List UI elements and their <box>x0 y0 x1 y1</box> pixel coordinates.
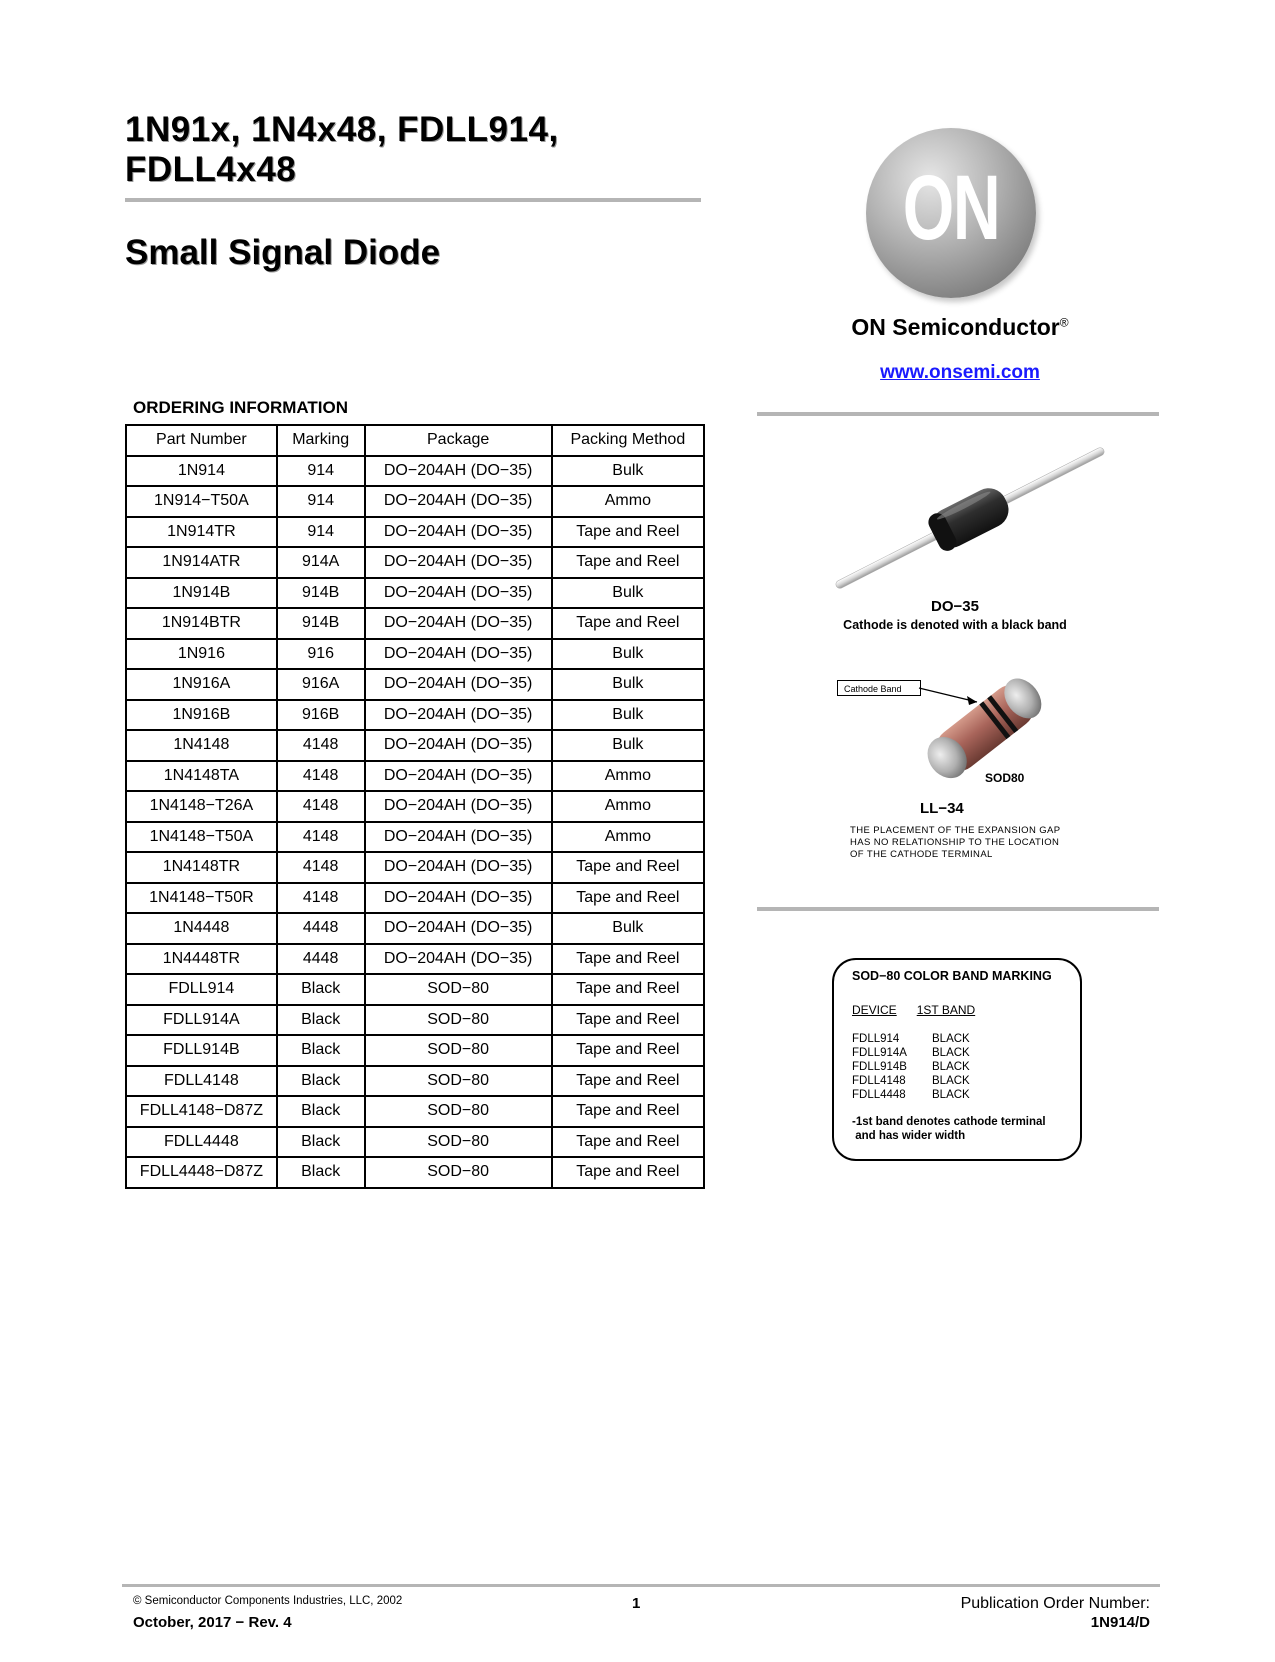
footer-date: October, 2017 − Rev. 4 <box>133 1614 292 1631</box>
table-cell: Bulk <box>552 639 704 670</box>
table-cell: FDLL914 <box>126 974 277 1005</box>
registered-mark: ® <box>1059 315 1069 330</box>
table-row <box>126 1127 704 1158</box>
table-cell: Black <box>277 1005 365 1036</box>
table-cell: 914B <box>277 578 365 609</box>
table-cell: 4448 <box>277 913 365 944</box>
table-row <box>126 517 704 548</box>
table-cell: Bulk <box>552 669 704 700</box>
table-cell: DO−204AH (DO−35) <box>365 822 552 853</box>
table-row <box>126 883 704 914</box>
band-device: FDLL4148 <box>852 1075 906 1087</box>
table-row <box>126 1157 704 1188</box>
band-color: BLACK <box>932 1075 970 1087</box>
table-cell: Tape and Reel <box>552 852 704 883</box>
column-header: Packing Method <box>552 425 704 456</box>
expansion-gap-note <box>850 825 1061 861</box>
table-cell: 916A <box>277 669 365 700</box>
table-row <box>126 852 704 883</box>
table-cell: 1N4148 <box>126 730 277 761</box>
band-row <box>852 1032 970 1046</box>
table-cell: Tape and Reel <box>552 1035 704 1066</box>
band-box-header <box>852 1003 975 1017</box>
table-cell: Black <box>277 1157 365 1188</box>
table-cell: 1N4448 <box>126 913 277 944</box>
table-row <box>126 1096 704 1127</box>
table-row <box>126 974 704 1005</box>
table-cell: Tape and Reel <box>552 1096 704 1127</box>
table-cell: 1N916B <box>126 700 277 731</box>
table-row <box>126 639 704 670</box>
band-col-band: 1ST BAND <box>916 1003 976 1017</box>
band-device: FDLL914B <box>852 1061 907 1073</box>
publication-number: 1N914/D <box>1090 1614 1150 1631</box>
table-cell: Ammo <box>552 822 704 853</box>
company-name-text: ON Semiconductor <box>851 314 1060 340</box>
band-row <box>852 1060 970 1074</box>
table-row <box>126 1035 704 1066</box>
band-color: BLACK <box>932 1061 970 1073</box>
table-row <box>126 578 704 609</box>
table-cell: DO−204AH (DO−35) <box>365 608 552 639</box>
table-cell: DO−204AH (DO−35) <box>365 852 552 883</box>
gap-note-line: OF THE CATHODE TERMINAL <box>850 849 993 860</box>
table-cell: FDLL4448−D87Z <box>126 1157 277 1188</box>
table-cell: 1N914B <box>126 578 277 609</box>
band-box-title: SOD−80 COLOR BAND MARKING <box>852 969 1052 983</box>
table-row <box>126 761 704 792</box>
table-cell: DO−204AH (DO−35) <box>365 456 552 487</box>
table-cell: 916B <box>277 700 365 731</box>
table-cell: Tape and Reel <box>552 883 704 914</box>
table-cell: 4448 <box>277 944 365 975</box>
table-cell: DO−204AH (DO−35) <box>365 486 552 517</box>
band-color: BLACK <box>932 1047 970 1059</box>
table-row <box>126 1005 704 1036</box>
table-cell: 1N914 <box>126 456 277 487</box>
table-row <box>126 730 704 761</box>
right-divider-top <box>757 412 1159 416</box>
table-row <box>126 608 704 639</box>
right-divider-bottom <box>757 907 1159 911</box>
table-cell: 914 <box>277 486 365 517</box>
table-cell: 1N916 <box>126 639 277 670</box>
table-cell: Black <box>277 974 365 1005</box>
band-device: FDLL4448 <box>852 1089 906 1101</box>
table-cell: SOD−80 <box>365 1127 552 1158</box>
table-cell: Ammo <box>552 791 704 822</box>
table-cell: Black <box>277 1035 365 1066</box>
table-cell: 1N4148TA <box>126 761 277 792</box>
table-cell: FDLL914B <box>126 1035 277 1066</box>
table-row <box>126 944 704 975</box>
table-cell: Ammo <box>552 486 704 517</box>
table-cell: DO−204AH (DO−35) <box>365 913 552 944</box>
band-row <box>852 1074 970 1088</box>
do35-label: DO−35 <box>931 598 979 615</box>
footer-copyright: © Semiconductor Components Industries, LLC, 2002 <box>133 1595 403 1607</box>
table-cell: 914B <box>277 608 365 639</box>
table-cell: DO−204AH (DO−35) <box>365 700 552 731</box>
do35-note: Cathode is denoted with a black band <box>843 618 1067 632</box>
table-cell: 4148 <box>277 730 365 761</box>
table-cell: 916 <box>277 639 365 670</box>
column-header: Package <box>365 425 552 456</box>
table-cell: DO−204AH (DO−35) <box>365 547 552 578</box>
table-header-row <box>126 425 704 456</box>
band-box-rows <box>852 1032 970 1102</box>
table-cell: FDLL914A <box>126 1005 277 1036</box>
band-row <box>852 1046 970 1060</box>
table-cell: SOD−80 <box>365 1035 552 1066</box>
table-row <box>126 791 704 822</box>
table-row <box>126 822 704 853</box>
table-cell: Tape and Reel <box>552 944 704 975</box>
table-cell: DO−204AH (DO−35) <box>365 730 552 761</box>
table-cell: 4148 <box>277 791 365 822</box>
band-color: BLACK <box>932 1089 970 1101</box>
table-row <box>126 456 704 487</box>
table-cell: 1N4148TR <box>126 852 277 883</box>
document-subtitle: Small Signal Diode <box>125 233 441 272</box>
table-cell: Bulk <box>552 578 704 609</box>
table-row <box>126 1066 704 1097</box>
table-cell: FDLL4448 <box>126 1127 277 1158</box>
table-cell: Black <box>277 1127 365 1158</box>
gap-note-line: HAS NO RELATIONSHIP TO THE LOCATION <box>850 837 1060 848</box>
table-cell: SOD−80 <box>365 1066 552 1097</box>
band-row <box>852 1088 970 1102</box>
table-cell: DO−204AH (DO−35) <box>365 761 552 792</box>
table-cell: Black <box>277 1066 365 1097</box>
band-note-line: and has wider width <box>852 1130 966 1142</box>
table-cell: DO−204AH (DO−35) <box>365 639 552 670</box>
title-divider <box>125 198 701 202</box>
table-cell: Tape and Reel <box>552 1157 704 1188</box>
table-cell: 914 <box>277 517 365 548</box>
sod80-label: SOD80 <box>985 771 1025 785</box>
page-number: 1 <box>632 1595 641 1612</box>
table-cell: 914 <box>277 456 365 487</box>
table-cell: 914A <box>277 547 365 578</box>
table-row <box>126 547 704 578</box>
table-cell: 4148 <box>277 852 365 883</box>
table-cell: Black <box>277 1096 365 1127</box>
table-cell: DO−204AH (DO−35) <box>365 517 552 548</box>
ll34-label: LL−34 <box>920 800 964 817</box>
website-link[interactable]: www.onsemi.com <box>880 362 1040 383</box>
band-color: BLACK <box>932 1033 970 1045</box>
table-row <box>126 700 704 731</box>
table-row <box>126 486 704 517</box>
gap-note-line: THE PLACEMENT OF THE EXPANSION GAP <box>850 825 1061 836</box>
table-cell: DO−204AH (DO−35) <box>365 791 552 822</box>
table-cell: SOD−80 <box>365 1096 552 1127</box>
table-cell: SOD−80 <box>365 974 552 1005</box>
footer-divider <box>122 1584 1160 1587</box>
table-cell: SOD−80 <box>365 1005 552 1036</box>
table-cell: 1N914BTR <box>126 608 277 639</box>
column-header: Marking <box>277 425 365 456</box>
publication-label: Publication Order Number: <box>960 1595 1150 1612</box>
table-cell: DO−204AH (DO−35) <box>365 669 552 700</box>
band-device: FDLL914 <box>852 1033 900 1045</box>
table-cell: FDLL4148 <box>126 1066 277 1097</box>
ordering-title: ORDERING INFORMATION <box>133 398 349 417</box>
logo-text: ON <box>902 157 1000 259</box>
table-cell: 1N916A <box>126 669 277 700</box>
document-title: 1N91x, 1N4x48, FDLL914, FDLL4x48 <box>125 110 559 189</box>
on-logo <box>866 128 1036 298</box>
table-cell: 1N914ATR <box>126 547 277 578</box>
table-cell: 1N4148−T26A <box>126 791 277 822</box>
table-cell: 1N4148−T50R <box>126 883 277 914</box>
table-cell: 1N914−T50A <box>126 486 277 517</box>
table-cell: Tape and Reel <box>552 1127 704 1158</box>
table-cell: Bulk <box>552 730 704 761</box>
table-cell: Bulk <box>552 456 704 487</box>
table-cell: 4148 <box>277 822 365 853</box>
do35-diode-image <box>825 440 1115 595</box>
table-cell: Tape and Reel <box>552 517 704 548</box>
table-cell: Tape and Reel <box>552 974 704 1005</box>
table-cell: 4148 <box>277 883 365 914</box>
band-note-line: -1st band denotes cathode terminal <box>852 1116 1046 1128</box>
band-device: FDLL914A <box>852 1047 907 1059</box>
ordering-table-body <box>126 456 704 1188</box>
table-cell: Bulk <box>552 913 704 944</box>
table-cell: DO−204AH (DO−35) <box>365 944 552 975</box>
table-cell: Tape and Reel <box>552 608 704 639</box>
table-cell: 1N4148−T50A <box>126 822 277 853</box>
table-cell: Tape and Reel <box>552 1066 704 1097</box>
band-col-device: DEVICE <box>852 1003 897 1017</box>
table-row <box>126 913 704 944</box>
table-cell: FDLL4148−D87Z <box>126 1096 277 1127</box>
ordering-table <box>125 424 705 1189</box>
table-cell: Tape and Reel <box>552 1005 704 1036</box>
table-cell: DO−204AH (DO−35) <box>365 578 552 609</box>
band-box-note <box>852 1115 1046 1143</box>
company-name <box>800 314 1120 341</box>
table-cell: Bulk <box>552 700 704 731</box>
table-cell: SOD−80 <box>365 1157 552 1188</box>
cathode-band-callout: Cathode Band <box>837 680 921 696</box>
color-band-marking-box <box>832 958 1082 1161</box>
table-row <box>126 669 704 700</box>
table-cell: Ammo <box>552 761 704 792</box>
column-header: Part Number <box>126 425 277 456</box>
table-cell: Tape and Reel <box>552 547 704 578</box>
table-cell: 1N914TR <box>126 517 277 548</box>
table-cell: 1N4448TR <box>126 944 277 975</box>
ll34-diode-image <box>915 670 1055 785</box>
table-cell: 4148 <box>277 761 365 792</box>
table-cell: DO−204AH (DO−35) <box>365 883 552 914</box>
